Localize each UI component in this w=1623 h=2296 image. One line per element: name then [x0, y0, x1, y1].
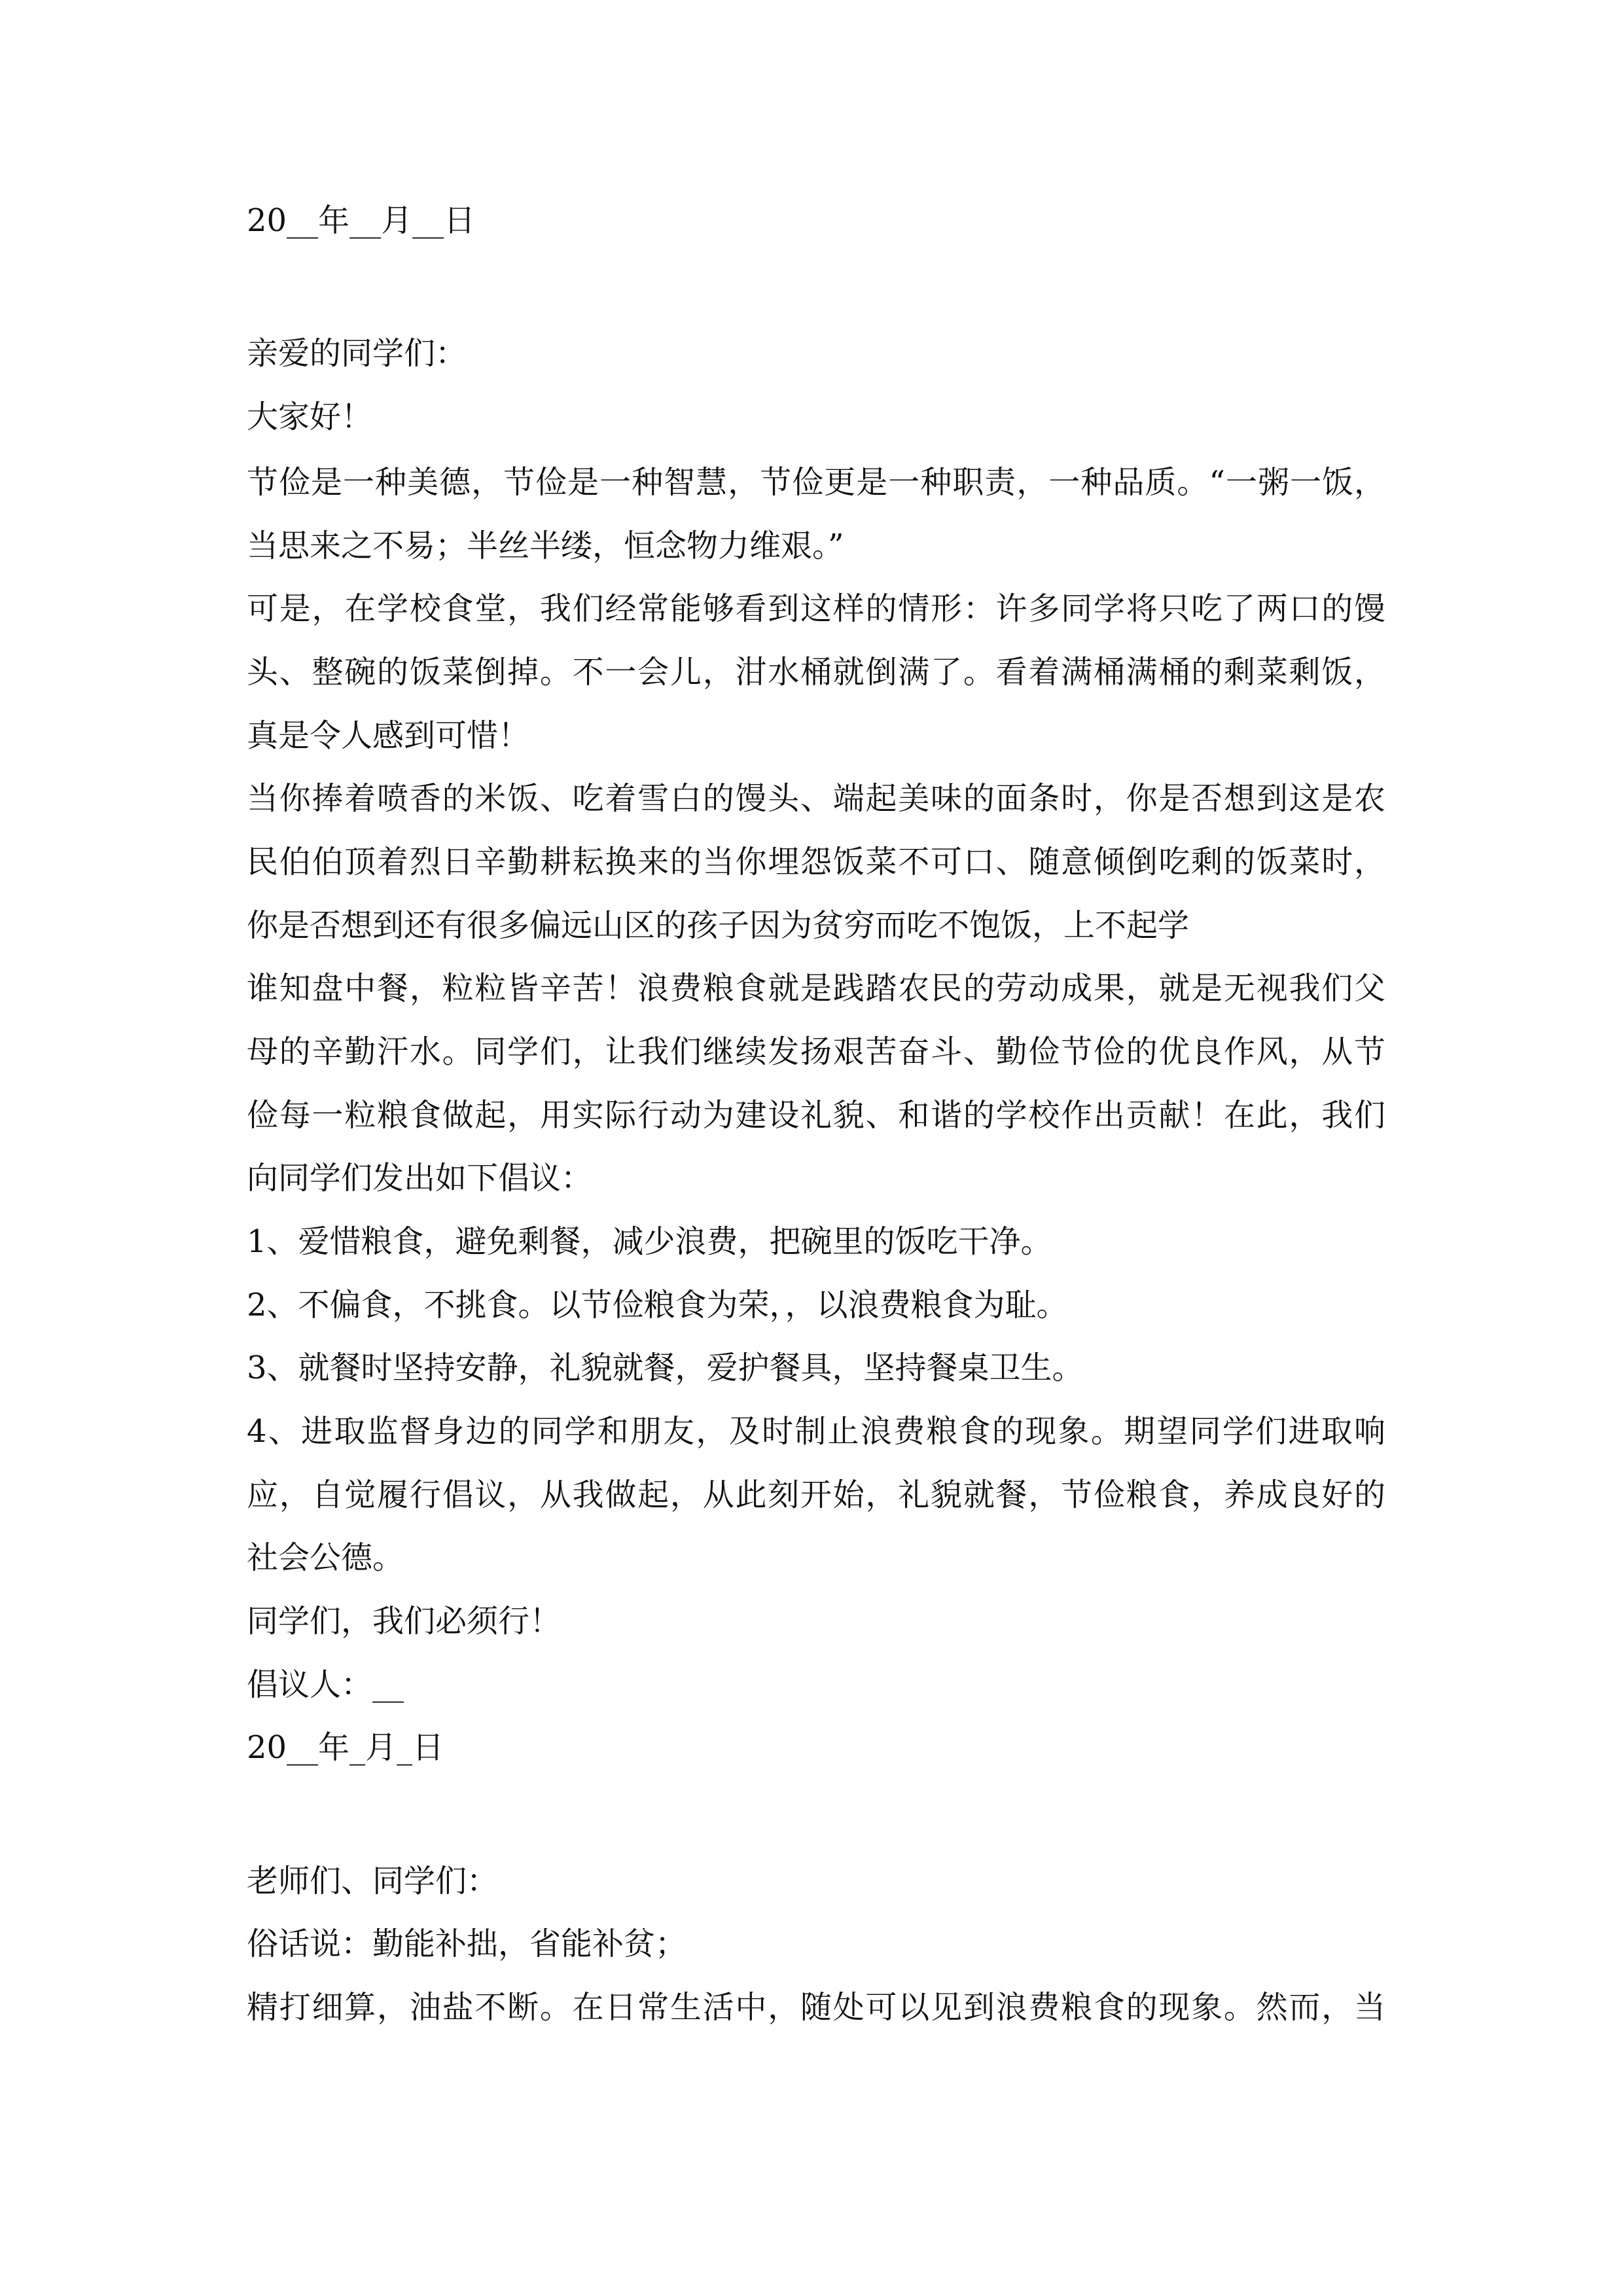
- paragraph-line: 俭每一粒粮食做起，用实际行动为建设礼貌、和谐的学校作出贡献！在此，我们: [247, 1097, 1385, 1134]
- proposal-item: 4、进取监督身边的同学和朋友，及时制止浪费粮食的现象。期望同学们进取响: [247, 1413, 1385, 1450]
- paragraph-line: 当你捧着喷香的米饭、吃着雪白的馒头、端起美味的面条时，你是否想到这是农: [247, 780, 1385, 817]
- paragraph-line: 民伯伯顶着烈日辛勤耕耘换来的当你埋怨饭菜不可口、随意倾倒吃剩的饭菜时，: [247, 844, 1385, 880]
- proposal-item: 社会公德。: [247, 1539, 404, 1576]
- salutation: 老师们、同学们：: [247, 1863, 499, 1899]
- paragraph-line: 精打细算，油盐不断。在日常生活中，随处可以见到浪费粮食的现象。然而，当: [247, 1989, 1385, 2026]
- proposal-item: 2、不偏食，不挑食。以节俭粮食为荣，，以浪费粮食为耻。: [247, 1287, 1068, 1323]
- greeting: 大家好！: [247, 399, 373, 435]
- date-line: 20__年__月__日: [247, 202, 476, 239]
- salutation: 亲爱的同学们：: [247, 335, 467, 372]
- proverb-line: 俗话说：勤能补拙，省能补贫；: [247, 1926, 687, 1962]
- proposal-item: 应，自觉履行倡议，从我做起，从此刻开始，礼貌就餐，节俭粮食，养成良好的: [247, 1477, 1385, 1513]
- proposal-item: 3、就餐时坚持安静，礼貌就餐，爱护餐具，坚持餐桌卫生。: [247, 1350, 1084, 1386]
- closing-line: 同学们，我们必须行！: [247, 1603, 562, 1640]
- paragraph-line: 当思来之不易；半丝半缕，恒念物力维艰。”: [247, 528, 844, 564]
- paragraph-line: 真是令人感到可惜！: [247, 717, 530, 754]
- paragraph-line: 节俭是一种美德，节俭是一种智慧，节俭更是一种职责，一种品质。“一粥一饭，: [247, 464, 1385, 501]
- paragraph-line: 向同学们发出如下倡议：: [247, 1160, 593, 1196]
- paragraph-line: 谁知盘中餐，粒粒皆辛苦！浪费粮食就是践踏农民的劳动成果，就是无视我们父: [247, 970, 1385, 1007]
- paragraph-line: 你是否想到还有很多偏远山区的孩子因为贫穷而吃不饱饭，上不起学: [247, 907, 1190, 944]
- paragraph-line: 头、整碗的饭菜倒掉。不一会儿，泔水桶就倒满了。看着满桶满桶的剩菜剩饭，: [247, 654, 1385, 691]
- paragraph-line: 母的辛勤汗水。同学们，让我们继续发扬艰苦奋斗、勤俭节俭的优良作风，从节: [247, 1033, 1385, 1070]
- end-date-line: 20__年_月_日: [247, 1729, 444, 1766]
- proposal-item: 1、爱惜粮食，避免剩餐，减少浪费，把碗里的饭吃干净。: [247, 1223, 1052, 1260]
- paragraph-line: 可是，在学校食堂，我们经常能够看到这样的情形：许多同学将只吃了两口的馒: [247, 590, 1385, 627]
- proposer-line: 倡议人：__: [247, 1666, 404, 1703]
